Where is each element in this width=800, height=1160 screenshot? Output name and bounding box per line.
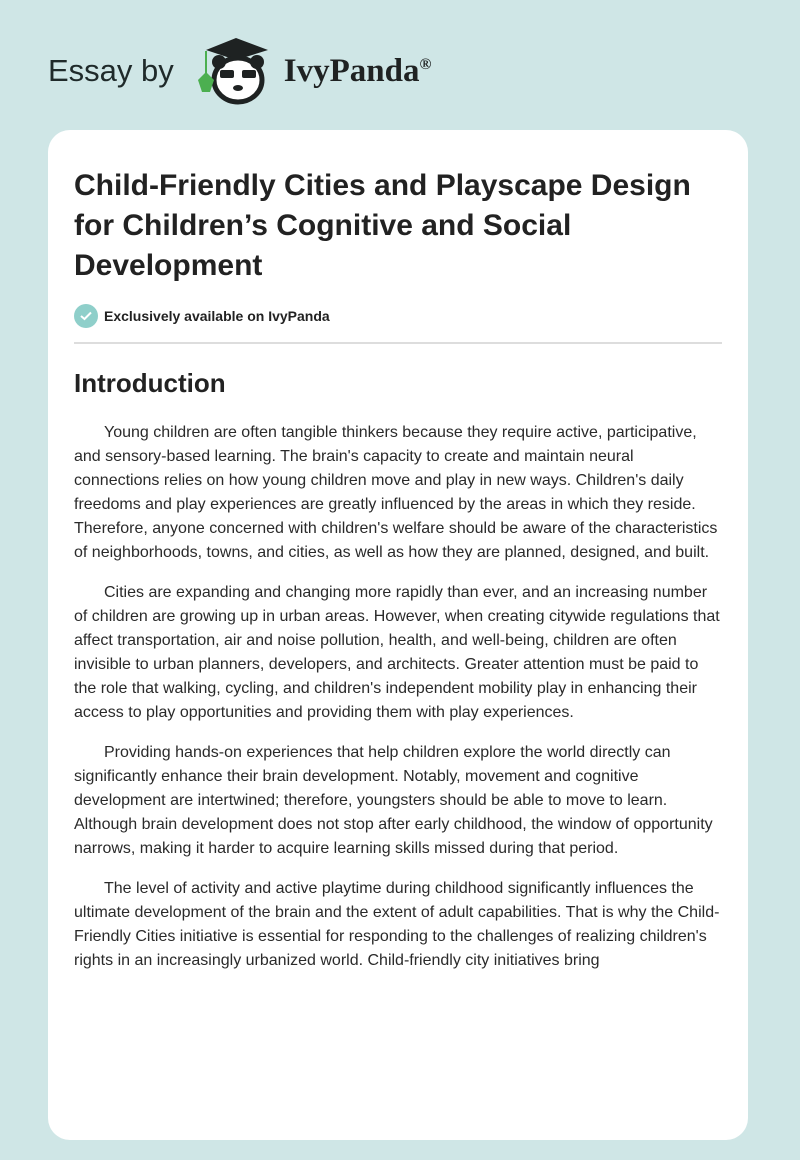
essay-card: [48, 130, 748, 1140]
divider: [74, 342, 722, 344]
brand-name: IvyPanda®: [283, 52, 432, 89]
exclusive-label: Exclusively available on IvyPanda: [104, 308, 330, 324]
paragraph: Young children are often tangible thinkers because they require active, participative, and sensory-based learning. The brain's capacity to create and maintain neural connections relies on how young children move and play in new ways. Children's daily freedoms and play experiences are greatly influenced by the areas in which they reside. Therefore, anyone concerned with children's welfare should be aware of the characteristics of neighborhoods, towns, and cities, as well as how they are planned, designed, and built.: [74, 424, 718, 561]
essay-title: Child-Friendly Cities and Playscape Design for Children’s Cognitive and Social Development: [74, 169, 691, 282]
site-header: [48, 36, 431, 106]
paragraph: Providing hands-on experiences that help children explore the world directly can significantly enhance their brain development. Notably, movement and cognitive development are intertwined; therefore, youngsters should be able to move to learn. Although brain development does not stop after early childhood, the window of opportunity narrows, making it harder to acquire learning skills missed during that period.: [74, 744, 713, 857]
exclusive-badge: [74, 304, 722, 328]
paragraph: The level of activity and active playtime during childhood significantly influences the ultimate development of the brain and the extent of adult capabilities. That is why the Child-Friendly Cities initiative is essential for responding to the challenges of realizing children's rights in an increasingly urbanized world. Child-friendly city initiatives bring: [74, 880, 720, 969]
essay-by-label: Essay by: [48, 53, 174, 88]
section-heading: Introduction: [74, 368, 226, 398]
ivypanda-logo-icon[interactable]: [192, 36, 278, 106]
paragraph: Cities are expanding and changing more rapidly than ever, and an increasing number of children are growing up in urban areas. However, when creating citywide regulations that affect transportation, air and noise pollution, health, and well-being, children are often invisible to urban planners, developers, and architects. Greater attention must be paid to the role that walking, cycling, and children's independent mobility play in enhancing their access to play opportunities and providing them with play experiences.: [74, 584, 720, 721]
check-icon: [74, 304, 98, 328]
